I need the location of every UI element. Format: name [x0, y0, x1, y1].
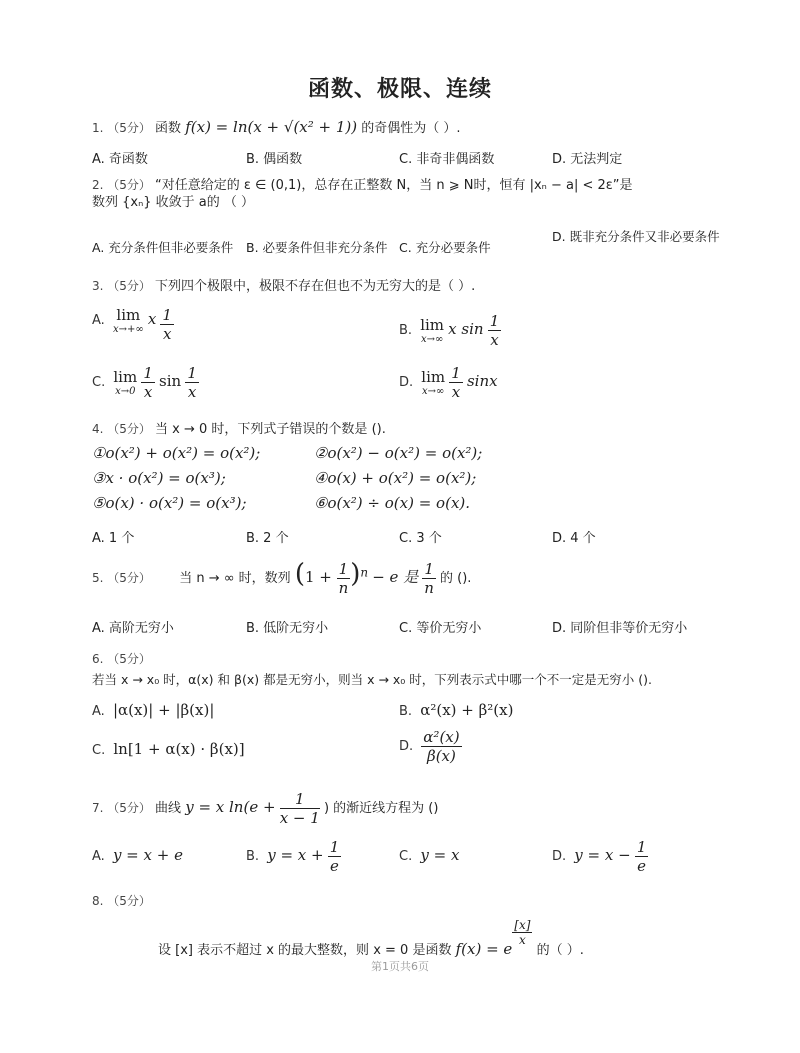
option-a[interactable]: A. 1 个	[92, 531, 135, 546]
question-number: 5. （5分）	[92, 571, 151, 585]
option-c[interactable]: C. 3 个	[399, 531, 442, 546]
frac-den: x	[518, 933, 526, 948]
option-label: D.	[399, 739, 414, 754]
option-b[interactable]	[246, 838, 341, 875]
expr: sin	[159, 372, 182, 390]
expr: sinx	[466, 372, 498, 390]
option-b[interactable]: B. 低阶无穷小	[246, 621, 329, 636]
option-b[interactable]	[399, 312, 501, 349]
frac-den: e	[637, 857, 647, 875]
question-text: 的 ().	[440, 571, 472, 586]
option-label: A.	[92, 313, 105, 328]
option-b[interactable]: B. 偶函数	[246, 152, 303, 167]
question-text: 当 n → ∞ 时，数列	[179, 571, 291, 586]
option-d[interactable]: D. 同阶但非等价无穷小	[552, 621, 688, 636]
frac-den: e	[330, 857, 339, 875]
option-c[interactable]	[92, 364, 199, 401]
option-b[interactable]: B. 必要条件但非充分条件	[246, 240, 388, 255]
question-text: 下列四个极限中，极限不存在但也不为无穷大的是（ ）.	[155, 279, 476, 294]
expr: − e 是	[372, 568, 419, 586]
option-c[interactable]: C. 等价无穷小	[399, 621, 482, 636]
frac-den: n	[338, 579, 349, 597]
lim-sub: x→+∞	[112, 324, 144, 335]
option-label: C.	[92, 375, 106, 390]
question-number: 4. （5分）	[92, 422, 151, 436]
statement: ③x · o(x²) = o(x³);	[92, 469, 226, 487]
expr: y = x	[420, 846, 460, 864]
lim: lim	[116, 306, 141, 324]
frac-num: 1	[636, 838, 647, 856]
frac-den: x	[162, 325, 172, 343]
lim-sub: x→0	[115, 386, 136, 397]
exponent: n	[360, 565, 369, 580]
expr: |α(x)| + |β(x)|	[112, 701, 215, 719]
question-text: 数列 {xₙ} 收敛于 a的 （ ）	[92, 194, 255, 210]
expr: ln[1 + α(x) · β(x)]	[113, 740, 245, 758]
frac-num: 1	[280, 790, 320, 809]
option-label: B.	[399, 323, 413, 338]
expr: x	[147, 310, 157, 328]
question-5: 5. （5分） 当 n → ∞ 时，数列 (1 + $\frac{1}{n}$ )$^n$ − e 是 $\frac{1}{n}$ 的 ().	[92, 559, 472, 597]
question-math: f(x) = ln(x + √(x² + 1))	[185, 118, 358, 136]
option-label: B.	[246, 849, 260, 864]
frac-num: [x]	[514, 918, 531, 932]
frac-den: β(x)	[427, 747, 456, 765]
question-number: 1. （5分）	[92, 121, 151, 135]
option-d[interactable]: D. 4 个	[552, 531, 596, 546]
option-label: C.	[399, 849, 413, 864]
option-label: B.	[399, 704, 413, 719]
lim: lim	[113, 368, 138, 386]
frac-den: x	[490, 331, 499, 349]
expr: y = x −	[574, 846, 631, 864]
frac-num: 1	[489, 312, 500, 330]
frac-num: α²(x)	[423, 728, 460, 746]
option-b[interactable]	[399, 701, 513, 719]
option-c[interactable]	[399, 846, 459, 864]
option-d[interactable]: D. 无法判定	[552, 152, 623, 167]
option-d[interactable]	[552, 838, 648, 875]
option-label: A.	[92, 704, 105, 719]
expr: x sin	[448, 320, 484, 338]
question-2	[92, 178, 722, 212]
question-number: 7. （5分）	[92, 801, 151, 815]
frac-num: 1	[451, 364, 461, 382]
lim-sub: x→∞	[420, 334, 444, 345]
option-a[interactable]	[92, 306, 174, 343]
frac-den: n	[424, 579, 434, 597]
question-number: 3. （5分）	[92, 279, 151, 293]
statement: ②o(x²) − o(x²) = o(x²);	[314, 444, 483, 462]
question-7	[92, 790, 722, 827]
option-d[interactable]	[399, 364, 498, 401]
statement: ④o(x) + o(x²) = o(x²);	[314, 469, 477, 487]
option-c[interactable]: C. 充分必要条件	[399, 240, 491, 255]
option-label: D.	[552, 849, 567, 864]
option-a[interactable]: A. 高阶无穷小	[92, 621, 174, 636]
expr: y = x +	[267, 846, 324, 864]
option-b[interactable]: B. 2 个	[246, 531, 289, 546]
expr: y = x + e	[112, 846, 183, 864]
frac-num: 1	[187, 364, 197, 382]
lim: lim	[420, 316, 445, 334]
option-a[interactable]: A. 充分条件但非必要条件	[92, 240, 234, 255]
frac-num: 1	[329, 838, 340, 856]
statement: ①o(x²) + o(x²) = o(x²);	[92, 444, 261, 462]
question-number: 8. （5分）	[92, 894, 151, 908]
question-text: 的（ ）.	[536, 942, 584, 958]
lim-sub: x→∞	[422, 386, 445, 397]
question-text: 的奇偶性为（ ）.	[361, 121, 461, 136]
expr: y = x ln(e +	[185, 798, 276, 816]
option-a[interactable]: A. 奇函数	[92, 152, 148, 167]
frac-den: x − 1	[279, 809, 320, 827]
question-text: 曲线	[155, 801, 182, 816]
statement: ⑤o(x) · o(x²) = o(x³);	[92, 494, 247, 512]
option-d[interactable]	[399, 728, 462, 765]
question-text: ) 的渐近线方程为 ()	[323, 801, 439, 816]
frac-den: x	[143, 383, 153, 401]
frac-den: x	[187, 383, 197, 401]
option-label: D.	[399, 375, 414, 390]
expr: α²(x) + β²(x)	[420, 701, 514, 719]
option-c[interactable]	[92, 740, 245, 758]
option-label: A.	[92, 849, 105, 864]
frac-num: 1	[424, 560, 434, 578]
option-c[interactable]: C. 非奇非偶函数	[399, 152, 495, 167]
question-6	[92, 652, 722, 669]
frac-num: 1	[143, 364, 153, 382]
statement: ⑥o(x²) ÷ o(x) = o(x).	[314, 494, 471, 512]
question-text: 当 x → 0 时，下列式子错误的个数是 ().	[155, 422, 386, 437]
expr: f(x) = e	[455, 939, 513, 958]
frac-num: 1	[338, 560, 349, 578]
question-text	[158, 918, 718, 960]
question-number: 6. （5分）	[92, 652, 151, 666]
option-a[interactable]	[92, 701, 214, 719]
frac-num: 1	[162, 306, 172, 324]
frac-den: x	[451, 383, 461, 401]
question-number: 2. （5分）	[92, 178, 151, 192]
lim: lim	[421, 368, 446, 386]
question-8	[92, 894, 722, 911]
question-1	[92, 118, 722, 138]
question-3	[92, 279, 722, 296]
question-text: 若当 x → x₀ 时，α(x) 和 β(x) 都是无穷小，则当 x → x₀ 时，下列表示式中哪一个不一定是无穷小 ().	[92, 672, 652, 687]
question-text: 函数	[155, 121, 182, 136]
option-label: C.	[92, 743, 106, 758]
option-d[interactable]: D. 既非充分条件又非必要条件	[552, 229, 720, 244]
page-title: 函数、极限、连续	[307, 77, 492, 102]
option-a[interactable]	[92, 846, 183, 864]
page-footer: 第1页共6页	[371, 960, 429, 973]
question-text: 设 [x] 表示不超过 x 的最大整数，则 x = 0 是函数	[158, 942, 452, 958]
question-text: “对任意给定的 ε ∈ (0,1)，总存在正整数 N，当 n ⩾ N时，恒有 |xₙ − a| < 2ε”是	[155, 178, 633, 193]
question-4	[92, 422, 722, 439]
